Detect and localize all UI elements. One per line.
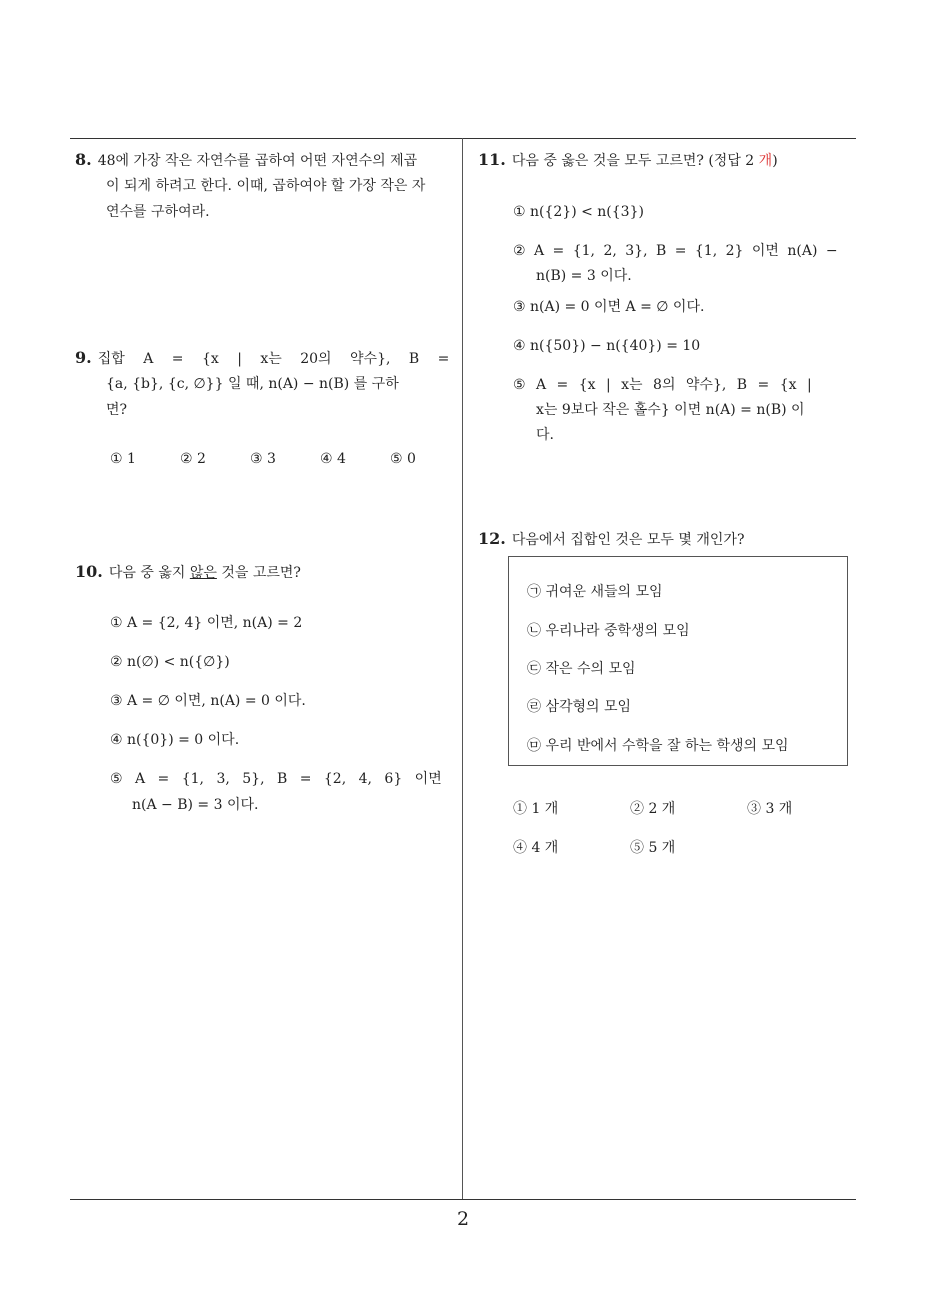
box-item: ㉠ 귀여운 새들의 모임 [527, 584, 663, 600]
question-stem: 다음 중 옳지 [108, 565, 190, 581]
page-number: 2 [456, 1208, 470, 1230]
option-1[interactable]: ① n({2}) < n({3}) [513, 204, 644, 220]
question-number: 12. [478, 529, 506, 548]
question-stem-line: 집합 A = {x | x는 20의 약수}, B = [97, 351, 450, 367]
option-5[interactable]: ⑤ 0 [390, 451, 416, 467]
question-stem-line: 연수를 구하여라. [106, 204, 210, 220]
option-5[interactable]: ⑤ A = {1, 3, 5}, B = {2, 4, 6} 이면 [110, 771, 442, 787]
option-5[interactable]: ⑤ A = {x | x는 8의 약수}, B = {x | [513, 377, 812, 393]
option-4[interactable]: ④ n({0}) = 0 이다. [110, 732, 240, 748]
option-3[interactable]: ③ n(A) = 0 이면 A = ∅ 이다. [513, 299, 705, 315]
option-2[interactable]: ② n(∅) < n({∅}) [110, 654, 230, 670]
box-item: ㉣ 삼각형의 모임 [527, 699, 632, 715]
option-4[interactable]: ④ 4 개 [513, 840, 559, 856]
question-stem-line: 면? [106, 402, 128, 418]
question-stem-line: 48에 가장 작은 자연수를 곱하여 어떤 자연수의 제곱 [97, 153, 418, 169]
option-2-continued: n(B) = 3 이다. [536, 268, 632, 284]
option-1[interactable]: ① 1 개 [513, 801, 559, 817]
option-3[interactable]: ③ A = ∅ 이면, n(A) = 0 이다. [110, 693, 306, 709]
box-item: ㉢ 작은 수의 모임 [527, 661, 636, 677]
box-item: ㉡ 우리나라 중학생의 모임 [527, 623, 690, 639]
option-5[interactable]: ⑤ 5 개 [630, 840, 676, 856]
option-2[interactable]: ② A = {1, 2, 3}, B = {1, 2} 이면 n(A) − [513, 243, 838, 259]
condition-box [508, 556, 848, 766]
question-10 [75, 559, 455, 586]
question-stem: 다음에서 집합인 것은 모두 몇 개인가? [511, 532, 745, 548]
option-4[interactable]: ④ 4 [320, 451, 346, 467]
top-rule [70, 138, 856, 139]
question-12 [478, 526, 848, 553]
underlined-word: 않은 [189, 565, 217, 581]
option-2[interactable]: ② 2 [180, 451, 206, 467]
bottom-rule [70, 1199, 856, 1200]
question-8 [75, 147, 455, 174]
option-5-continued: n(A − B) = 3 이다. [132, 797, 259, 813]
question-11 [478, 147, 848, 174]
answer-count-red: 개 [758, 153, 773, 169]
question-stem-line: {a, {b}, {c, ∅}} 일 때, n(A) − n(B) 를 구하 [106, 376, 399, 392]
option-5-continued: 다. [536, 427, 554, 443]
option-5-continued: x는 9보다 작은 홀수} 이면 n(A) = n(B) 이 [536, 402, 805, 418]
question-number: 11. [478, 150, 506, 169]
option-2[interactable]: ② 2 개 [630, 801, 676, 817]
question-9 [75, 345, 455, 372]
question-stem: 것을 고르면? [216, 565, 301, 581]
option-4[interactable]: ④ n({50}) − n({40}) = 10 [513, 338, 701, 354]
box-item: ㉤ 우리 반에서 수학을 잘 하는 학생의 모임 [527, 738, 789, 754]
question-number: 9. [75, 348, 92, 367]
option-3[interactable]: ③ 3 [250, 451, 276, 467]
question-number: 8. [75, 150, 92, 169]
question-number: 10. [75, 562, 103, 581]
column-divider [462, 138, 463, 1200]
option-3[interactable]: ③ 3 개 [747, 801, 793, 817]
question-stem: ) [772, 153, 778, 169]
question-stem: 다음 중 옳은 것을 모두 고르면? (정답 2 [511, 153, 759, 169]
question-stem-line: 이 되게 하려고 한다. 이때, 곱하여야 할 가장 작은 자 [106, 178, 426, 194]
option-1[interactable]: ① A = {2, 4} 이면, n(A) = 2 [110, 615, 303, 631]
option-1[interactable]: ① 1 [110, 451, 136, 467]
